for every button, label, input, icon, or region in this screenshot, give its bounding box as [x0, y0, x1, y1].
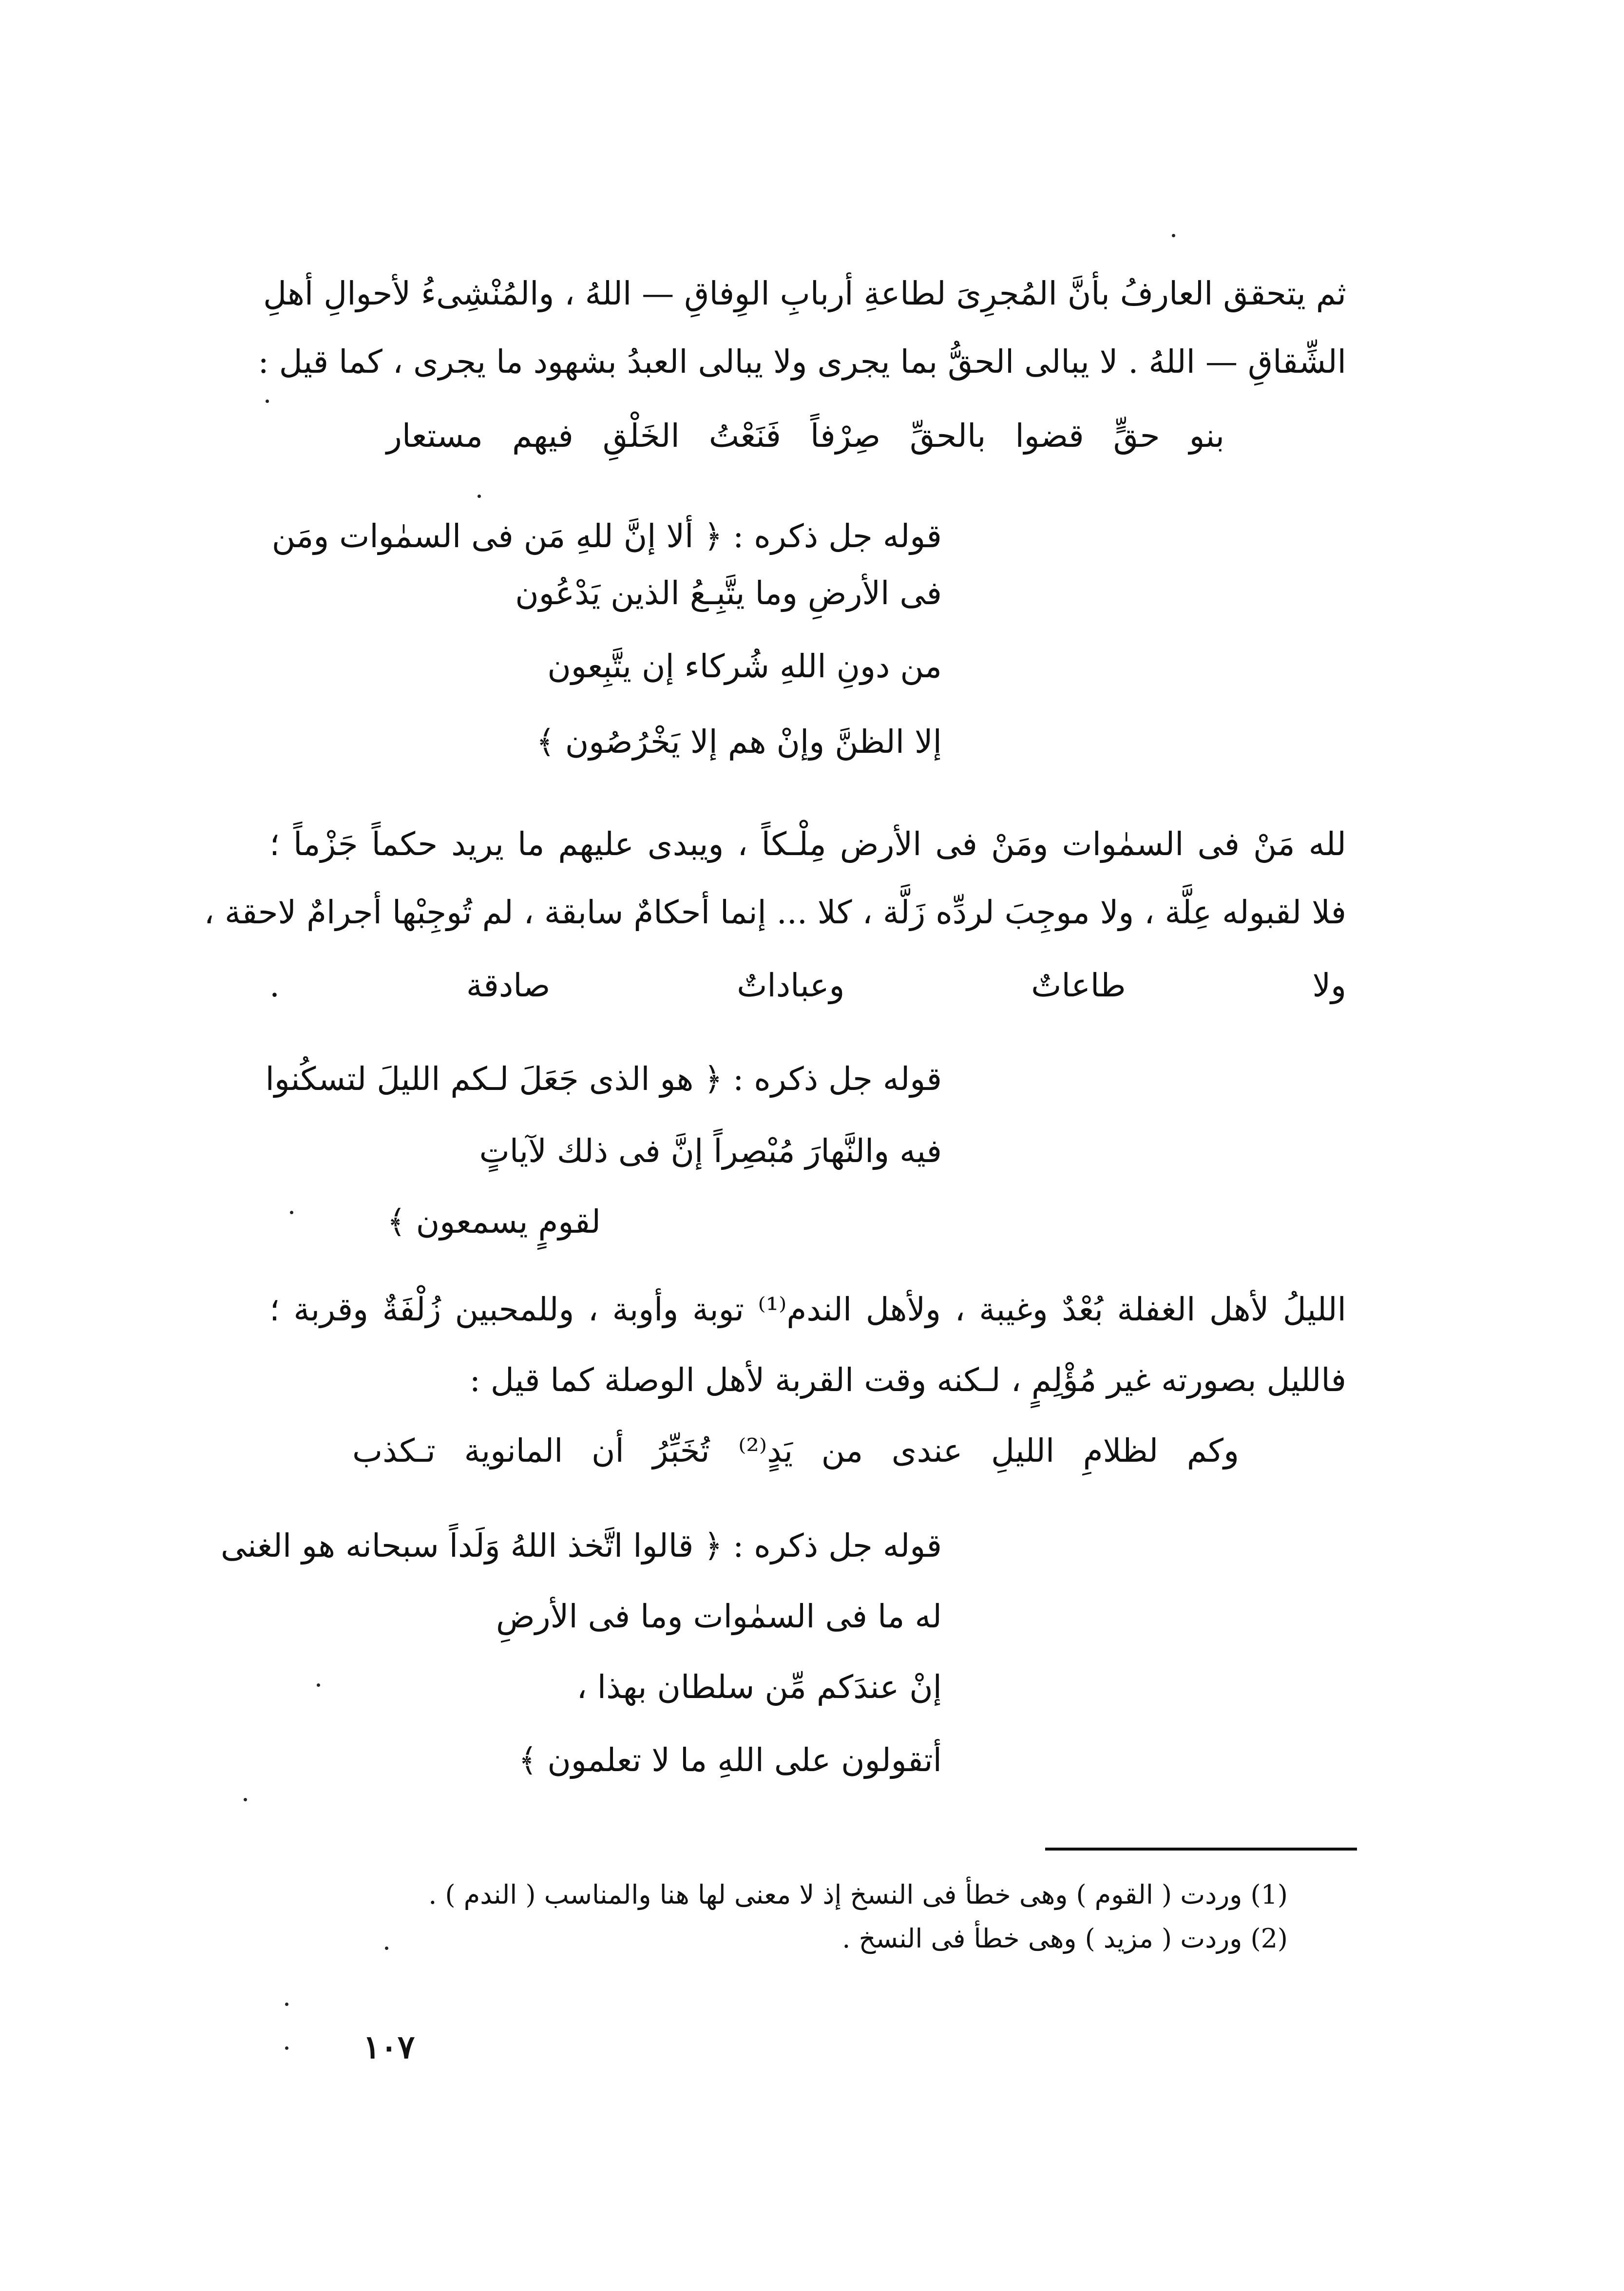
quran-line: له ما فى السمٰوات وما فى الأرضِ [496, 1598, 942, 1635]
scan-speck [285, 2046, 288, 2050]
text-line: ولا طاعاتٌ وعباداتٌ صادقة . [269, 967, 1346, 1004]
scan-speck [1172, 234, 1175, 237]
quran-line: لقومٍ يسمعون ﴾ [387, 1203, 601, 1241]
verse-line: بنو حقٍّ قضوا بالحقِّ صِرْفاً فَنَعْتُ الخَلْقِ فيهم مستعار [386, 417, 1224, 455]
text-line: فالليل بصورته غير مُؤْلِمٍ ، لـكنه وقت القربة لأهل الوصلة كما قيل : [469, 1361, 1346, 1399]
quran-line: من دونِ اللهِ شُركاء إن يتَّبِعون [547, 648, 942, 685]
scan-speck [478, 495, 481, 498]
quran-line: قوله جل ذكره : ﴿ قالوا اتَّخذ اللهُ وَلَداً سبحانه هو الغنى [220, 1527, 942, 1565]
scan-speck [285, 2003, 288, 2006]
scan-speck [244, 1798, 247, 1801]
text-line: فلا لقبوله عِلَّة ، ولا موجِبَ لردِّه زَلَّة ، كلا ... إنما أحكامٌ سابقة ، لم تُوجِبْها أجرامٌ لاحقة ، [204, 894, 1346, 931]
verse-line: وكم لظلامِ الليلِ عندى من يَدٍ⁽²⁾ تُخَبِّرُ أن المانوية تـكذب [352, 1432, 1239, 1470]
quran-line: أتقولون على اللهِ ما لا تعلمون ﴾ [518, 1741, 942, 1779]
quran-line: إنْ عندَكم مِّن سلطان بهذا ، [576, 1668, 942, 1706]
text-line: لله مَنْ فى السمٰوات ومَنْ فى الأرض مِلْـكاً ، ويبدى عليهم ما يريد حكماً جَزْماً ؛ [269, 825, 1346, 863]
quran-line: فى الأرضِ وما يتَّبِـعُ الذين يَدْعُون [515, 574, 942, 612]
quran-line: قوله جل ذكره : ﴿ هو الذى جَعَلَ لـكم الليلَ لتسكُنوا [265, 1060, 942, 1098]
text-line: الليلُ لأهل الغفلة بُعْدٌ وغيبة ، ولأهل الندم⁽¹⁾ توبة وأوبة ، وللمحبين زُلْفَةٌ وقربة ؛ [269, 1291, 1346, 1328]
scan-speck [266, 400, 269, 403]
text-line: ثم يتحقق العارفُ بأنَّ المُجرِىَ لطاعةِ أربابِ الوِفاقِ — اللهُ ، والمُنْشِىءُ لأحوالِ أهلِ [263, 275, 1346, 312]
quran-line: إلا الظنَّ وإنْ هم إلا يَخْرُصُون ﴾ [536, 723, 942, 761]
footnote: (2) وردت ( مزيد ) وهى خطأ فى النسخ . [842, 1923, 1288, 1954]
footnote: (1) وردت ( القوم ) وهى خطأ فى النسخ إذ لا معنى لها هنا والمناسب ( الندم ) . [428, 1879, 1288, 1910]
scan-speck [290, 1211, 293, 1214]
quran-line: فيه والنَّهارَ مُبْصِراً إنَّ فى ذلك لآياتٍ [479, 1132, 942, 1170]
scan-speck [317, 1683, 320, 1687]
page-number: ١٠٧ [363, 2028, 415, 2066]
scan-speck [385, 1947, 388, 1950]
text-line: الشِّقاقِ — اللهُ . لا يبالى الحقُّ بما يجرى ولا يبالى العبدُ بشهود ما يجرى ، كما قيل : [258, 343, 1346, 381]
footnote-separator [1045, 1848, 1357, 1851]
quran-line: قوله جل ذكره : ﴿ ألا إنَّ للهِ مَن فى السمٰوات ومَن [271, 517, 942, 555]
